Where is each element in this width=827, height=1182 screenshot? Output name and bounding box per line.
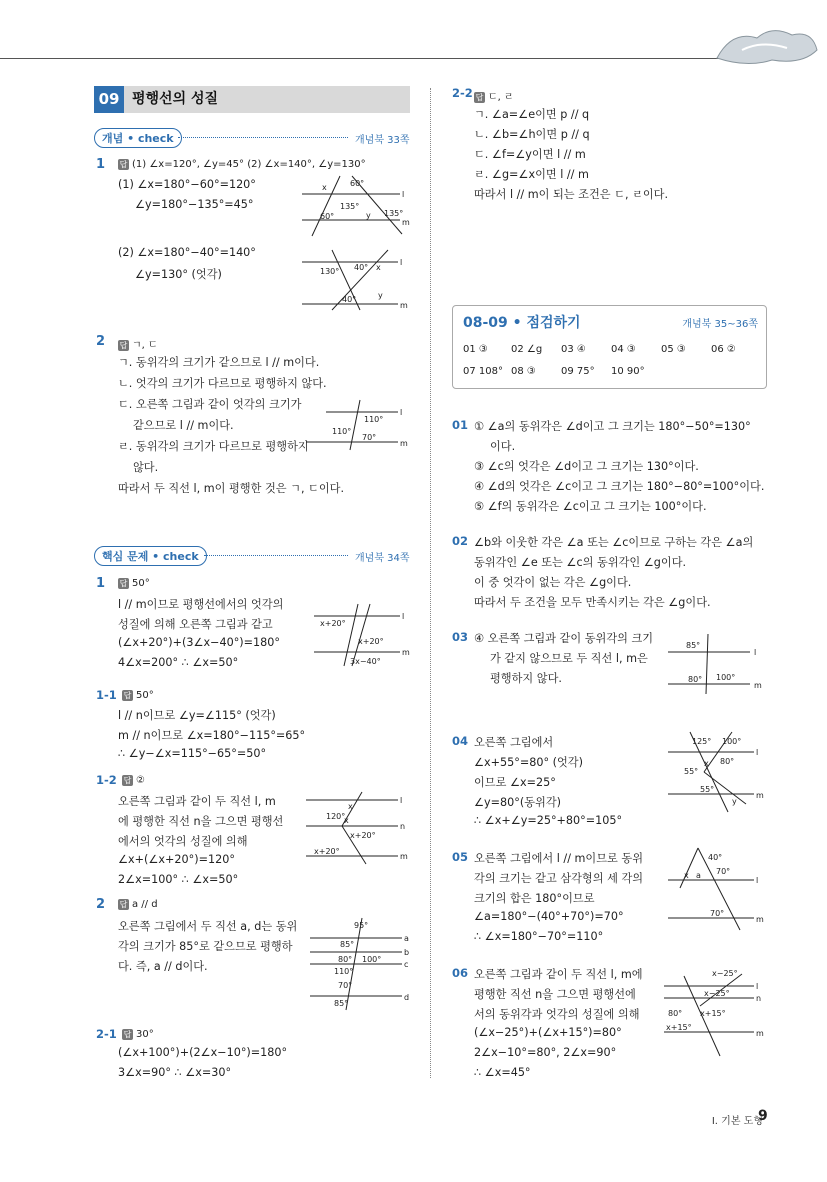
solution-line: ∠a=180°−(40°+70°)=70° [474, 910, 624, 923]
solution-line: ㄹ. 동위각의 크기가 다르므로 평행하지 [118, 440, 309, 453]
solution-line: ㄴ. 엇각의 크기가 다르므로 평행하지 않다. [118, 377, 327, 390]
fig-label: l [754, 648, 757, 657]
solution-line: ㄱ. 동위각의 크기가 같으므로 l // m이다. [118, 356, 320, 369]
solution-line: ㄴ. ∠b=∠h이면 p // q [474, 128, 590, 141]
fig-label: 60° [350, 179, 365, 188]
fig-label: x [344, 816, 349, 825]
fig-label: 40° [708, 853, 723, 862]
review-answer: 08 ③ [511, 366, 536, 377]
fig-label: 80° [688, 675, 703, 684]
fig-label: 135° [340, 202, 360, 211]
solution-line: 따라서 두 조건을 모두 만족시키는 각은 ∠g이다. [474, 596, 711, 609]
problem-number: 01 [452, 418, 469, 432]
solution-line: 평행하지 않다. [490, 672, 562, 685]
solution-line: 4∠x=200° ∴ ∠x=50° [118, 656, 239, 669]
figure-3 [306, 400, 406, 450]
problem-number: 04 [452, 734, 469, 748]
fig-label: b [404, 948, 410, 957]
core-check-label: 핵심 문제 • check [94, 546, 207, 566]
answer-badge-icon: 답 [123, 776, 132, 785]
solution-line: 2∠x−10°=80°, 2∠x=90° [474, 1046, 617, 1059]
solution-line: 에 평행한 직선 n을 그으면 평행선 [118, 815, 284, 828]
review-ref: 개념북 35~36쪽 [682, 319, 758, 330]
solution-line: 같으므로 l // m이다. [133, 419, 234, 432]
fig-label: m [400, 439, 408, 448]
solution-line: 따라서 l // m이 되는 조건은 ㄷ, ㄹ이다. [474, 188, 669, 201]
fig-label: l [756, 748, 759, 757]
solution-line: ㄷ. ∠f=∠y이면 l // m [474, 148, 586, 161]
fig-label: 80° [720, 757, 735, 766]
solution-line: 이다. [490, 440, 516, 453]
solution-line: 3∠x=90° ∴ ∠x=30° [118, 1066, 232, 1079]
solution-line: (2) ∠x=180°−40°=140° [118, 246, 256, 259]
header-ornament-icon [712, 20, 822, 70]
fig-label: m [756, 1029, 764, 1038]
fig-label: x+20° [350, 831, 376, 840]
solution-line: ∠x+(∠x+20°)=120° [118, 853, 235, 866]
solution-line: ∠y=130° (엇각) [135, 268, 222, 281]
fig-label: 110° [334, 967, 354, 976]
fig-label: 120° [326, 812, 346, 821]
solution-line: 가 같지 않으므로 두 직선 l, m은 [490, 652, 648, 665]
answer-line: 답 (1) ∠x=120°, ∠y=45° (2) ∠x=140°, ∠y=130° [119, 159, 366, 170]
problem-number: 2 [96, 334, 106, 349]
figure-8 [668, 732, 778, 812]
solution-line: ④ 오른쪽 그림과 같이 동위각의 크기 [474, 632, 654, 645]
fig-label: l [402, 612, 405, 621]
section-number: 09 [94, 86, 124, 113]
column-divider [430, 88, 431, 1078]
fig-label: x [322, 183, 327, 192]
solution-line: (∠x+100°)+(2∠x−10°)=180° [118, 1046, 288, 1059]
solution-line: 오른쪽 그림과 같이 두 직선 l, m에 [474, 968, 643, 981]
fig-label: 110° [332, 427, 352, 436]
solution-line: ∠x+55°=80° (엇각) [474, 756, 583, 769]
solution-line: ㄱ. ∠a=∠e이면 p // q [474, 108, 590, 121]
figure-7 [668, 632, 768, 694]
fig-label: 40° [354, 263, 369, 272]
review-answer: 04 ③ [611, 344, 636, 355]
solution-line: ㄹ. ∠g=∠x이면 l // m [474, 168, 589, 181]
fig-label: m [754, 681, 762, 690]
fig-label: 100° [716, 673, 736, 682]
solution-line: 다. 즉, a // d이다. [118, 960, 208, 973]
fig-label: m [402, 648, 410, 657]
solution-line: ∴ ∠x=180°−70°=110° [474, 930, 604, 943]
problem-number: 03 [452, 630, 469, 644]
concept-check-dots [178, 137, 348, 138]
fig-label: 95° [354, 921, 369, 930]
fig-label: l [756, 982, 759, 991]
answer-line: 답 ㄱ, ㄷ [119, 340, 158, 351]
concept-check-ref: 개념북 33쪽 [355, 135, 410, 146]
answer-badge-icon: 답 [119, 579, 128, 588]
fig-label: x+15° [666, 1023, 692, 1032]
answer-line: 답 50° [119, 578, 150, 589]
solution-line: ∴ ∠y−∠x=115°−65°=50° [118, 747, 267, 760]
fig-label: x+20° [314, 847, 340, 856]
section-title-bar [94, 86, 410, 113]
fig-label: 85° [340, 940, 355, 949]
problem-number: 2-1 [96, 1027, 117, 1041]
review-answer: 05 ③ [661, 344, 686, 355]
answer-line: 답 ② [123, 775, 145, 786]
review-box [452, 305, 767, 389]
solution-line: (∠x+20°)+(3∠x−40°)=180° [118, 636, 280, 649]
solution-line: ⑤ ∠f의 동위각은 ∠c이고 그 크기는 100°이다. [474, 500, 707, 513]
fig-label: 100° [722, 737, 742, 746]
figure-10 [664, 966, 774, 1056]
review-title: 08-09 • 점검하기 [463, 315, 581, 331]
solution-line: 오른쪽 그림에서 두 직선 a, d는 동위 [118, 920, 298, 933]
fig-label: x [704, 759, 709, 768]
fig-label: m [400, 852, 408, 861]
fig-label: 70° [338, 981, 353, 990]
fig-label: m [756, 915, 764, 924]
answer-line: 답 30° [123, 1029, 154, 1040]
problem-number: 06 [452, 966, 469, 980]
fig-label: l [400, 408, 403, 417]
fig-label: 125° [692, 737, 712, 746]
page-number: 9 [758, 1108, 768, 1124]
fig-label: 110° [364, 415, 384, 424]
solution-line: 이 중 엇각이 없는 각은 ∠g이다. [474, 576, 632, 589]
fig-label: 135° [384, 209, 404, 218]
fig-label: 130° [320, 267, 340, 276]
fig-label: 80° [668, 1009, 683, 1018]
fig-label: 70° [710, 909, 725, 918]
answer-badge-icon: 답 [119, 341, 128, 350]
fig-label: n [400, 822, 406, 831]
solution-line: 서의 동위각과 엇각의 성질에 의해 [474, 1008, 640, 1021]
problem-number: 2 [96, 897, 106, 912]
header-rule [0, 58, 730, 59]
fig-label: x+20° [320, 619, 346, 628]
problem-number: 1 [96, 576, 106, 591]
fig-label: y [366, 211, 371, 220]
solution-line: 않다. [133, 461, 159, 474]
answer-badge-icon: 답 [475, 93, 484, 102]
solution-line: ∠y=80°(동위각) [474, 796, 562, 809]
fig-label: x−25° [712, 969, 738, 978]
footer-chapter: Ⅰ. 기본 도형 [711, 1116, 763, 1127]
figure-2 [302, 248, 412, 310]
problem-number: 1 [96, 157, 106, 172]
problem-number: 2-2 [452, 86, 473, 100]
solution-line: 크기의 합은 180°이므로 [474, 892, 595, 905]
answer-line: 답 a // d [119, 899, 158, 910]
fig-label: x [348, 802, 353, 811]
answer-line: 답 ㄷ, ㄹ [475, 92, 514, 103]
fig-label: 85° [686, 641, 701, 650]
fig-label: a [404, 934, 409, 943]
solution-line: ∠y=180°−135°=45° [135, 198, 254, 211]
review-answer: 09 75° [561, 366, 595, 377]
fig-label: n [756, 994, 762, 1003]
fig-label: x−25° [704, 989, 730, 998]
figure-5 [306, 792, 416, 864]
solution-line: 오른쪽 그림과 같이 두 직선 l, m [118, 795, 276, 808]
fig-label: 55° [700, 785, 715, 794]
figure-6 [310, 918, 420, 1010]
fig-label: l [400, 796, 403, 805]
solution-line: 각의 크기가 85°로 같으므로 평행하 [118, 940, 293, 953]
figure-1 [302, 176, 412, 236]
solution-line: 성질에 의해 오른쪽 그림과 같고 [118, 618, 273, 631]
fig-label: x+15° [700, 1009, 726, 1018]
core-check-ref: 개념북 34쪽 [355, 553, 410, 564]
fig-label: l [402, 190, 405, 199]
solution-line: ∴ ∠x=45° [474, 1066, 531, 1079]
fig-label: 60° [320, 212, 335, 221]
fig-label: y [378, 291, 383, 300]
solution-line: ① ∠a의 동위각은 ∠d이고 그 크기는 180°−50°=130° [474, 420, 751, 433]
solution-line: ④ ∠d의 엇각은 ∠c이고 그 크기는 180°−80°=100°이다. [474, 480, 765, 493]
solution-line: 이므로 ∠x=25° [474, 776, 556, 789]
fig-label: m [400, 301, 408, 310]
section-title: 평행선의 성질 [132, 91, 219, 107]
fig-label: 70° [362, 433, 377, 442]
solution-line: 따라서 두 직선 l, m이 평행한 것은 ㄱ, ㄷ이다. [118, 482, 345, 495]
fig-label: m [402, 218, 410, 227]
review-answer: 03 ④ [561, 344, 586, 355]
solution-line: m // n이므로 ∠x=180°−115°=65° [118, 729, 306, 742]
core-check-dots [204, 555, 348, 556]
solution-line: l // m이므로 평행선에서의 엇각의 [118, 598, 284, 611]
fig-label: x [376, 263, 381, 272]
fig-label: 40° [342, 295, 357, 304]
review-answer: 10 90° [611, 366, 645, 377]
fig-label: m [756, 791, 764, 800]
fig-label: l [400, 258, 403, 267]
fig-label: d [404, 993, 410, 1002]
fig-label: c [404, 960, 409, 969]
fig-label: y [732, 797, 737, 806]
fig-label: 70° [716, 867, 731, 876]
fig-label: 55° [684, 767, 699, 776]
solution-line: ∴ ∠x+∠y=25°+80°=105° [474, 814, 623, 827]
solution-line: 2∠x=100° ∴ ∠x=50° [118, 873, 239, 886]
fig-label: a [696, 871, 701, 880]
answer-badge-icon: 답 [123, 1030, 132, 1039]
answer-badge-icon: 답 [119, 160, 128, 169]
problem-number: 1-2 [96, 773, 117, 787]
solution-line: 평행한 직선 n을 그으면 평행선에 [474, 988, 636, 1001]
fig-label: 85° [334, 999, 349, 1008]
figure-9 [668, 848, 778, 930]
solution-line: (1) ∠x=180°−60°=120° [118, 178, 256, 191]
answer-badge-icon: 답 [123, 691, 132, 700]
solution-line: ∠b와 이웃한 각은 ∠a 또는 ∠c이므로 구하는 각은 ∠a의 [474, 536, 754, 549]
solution-line: 오른쪽 그림에서 l // m이므로 동위 [474, 852, 644, 865]
fig-label: 100° [362, 955, 382, 964]
solution-line: 각의 크기는 같고 삼각형의 세 각의 [474, 872, 644, 885]
problem-number: 02 [452, 534, 469, 548]
concept-check-label: 개념 • check [94, 128, 182, 148]
figure-4 [314, 604, 414, 666]
answer-badge-icon: 답 [119, 900, 128, 909]
fig-label: x [684, 871, 689, 880]
solution-line: l // n이므로 ∠y=∠115° (엇각) [118, 709, 276, 722]
answer-line: 답 50° [123, 690, 154, 701]
solution-line: 에서의 엇각의 성질에 의해 [118, 835, 248, 848]
solution-line: ㄷ. 오른쪽 그림과 같이 엇각의 크기가 [118, 398, 302, 411]
solution-line: ③ ∠c의 엇각은 ∠d이고 그 크기는 130°이다. [474, 460, 699, 473]
fig-label: x+20° [358, 637, 384, 646]
review-answer: 06 ② [711, 344, 736, 355]
review-answer: 07 108° [463, 366, 503, 377]
fig-label: l [756, 876, 759, 885]
review-answer: 01 ③ [463, 344, 488, 355]
fig-label: 3x−40° [350, 657, 381, 666]
problem-number: 1-1 [96, 688, 117, 702]
solution-line: 오른쪽 그림에서 [474, 736, 554, 749]
fig-label: 80° [338, 955, 353, 964]
solution-line: 동위각인 ∠e 또는 ∠c의 동위각인 ∠g이다. [474, 556, 687, 569]
solution-line: (∠x−25°)+(∠x+15°)=80° [474, 1026, 622, 1039]
problem-number: 05 [452, 850, 469, 864]
review-answer: 02 ∠g [511, 344, 543, 355]
